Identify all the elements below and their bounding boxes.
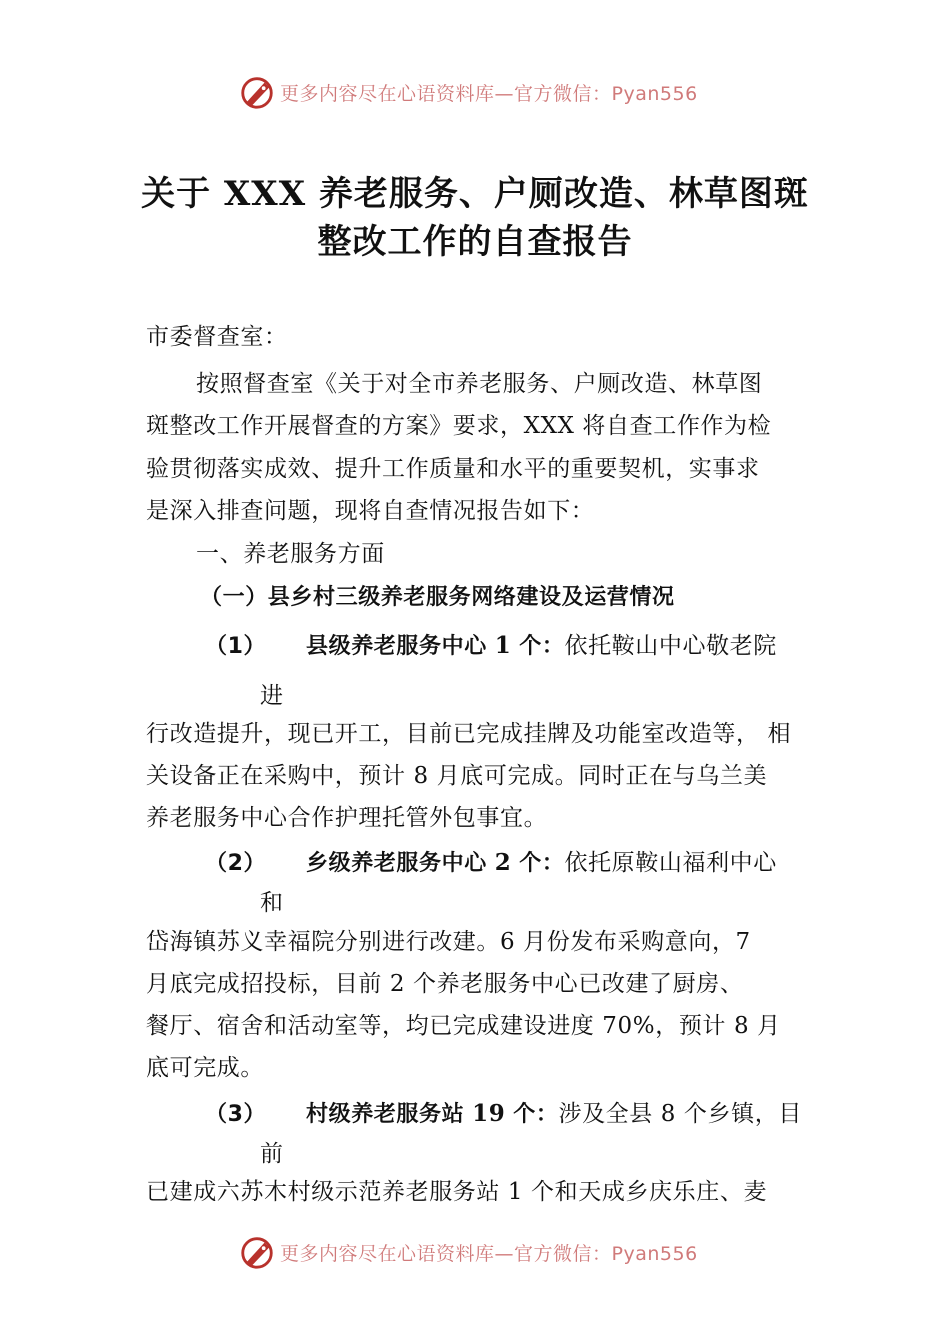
- item-first-line: [306, 627, 777, 660]
- item-body-line: 行改造提升，现已开工，目前已完成挂牌及功能室改造等， 相: [146, 721, 792, 747]
- item-number: （1）: [205, 634, 267, 659]
- item-first-text: 依托鞍山中心敬老院: [564, 633, 777, 659]
- item-wrap-text: 和: [260, 890, 284, 916]
- intro-line: 验贯彻落实成效、提升工作质量和水平的重要契机，实事求: [146, 456, 760, 482]
- item-count: 2: [494, 849, 512, 876]
- item-first-line: [306, 1095, 802, 1128]
- item-unit: 个：: [513, 1102, 559, 1127]
- intro-line: 按照督查室《关于对全市养老服务、户厕改造、林草图: [196, 371, 763, 397]
- item-heading: 乡级养老服务中心: [306, 851, 487, 876]
- item-body-line: 餐厅、宿舍和活动室等，均已完成建设进度 70%，预计 8 月: [146, 1013, 781, 1039]
- section-heading: 一、养老服务方面: [196, 541, 385, 567]
- pen-nib-logo-icon: [238, 1233, 276, 1271]
- item-first-text: 涉及全县 8 个乡镇，目: [558, 1101, 802, 1127]
- item-unit: 个：: [519, 851, 565, 876]
- item-wrap-text: 进: [260, 683, 284, 709]
- item-count: 1: [494, 632, 512, 659]
- intro-line: 斑整改工作开展督查的方案》要求，XXX 将自查工作作为检: [146, 413, 772, 439]
- item-number: （2）: [205, 851, 267, 876]
- item-first-line: [306, 844, 777, 877]
- pen-nib-logo-icon: [238, 73, 276, 111]
- item-wrap-text: 前: [260, 1141, 284, 1167]
- item-first-text: 依托原鞍山福利中心: [564, 850, 777, 876]
- item-body-line: 底可完成。: [146, 1055, 264, 1081]
- salutation: 市委督查室：: [146, 324, 288, 350]
- watermark-text: 更多内容尽在心语资料库—官方微信：Pyan556: [280, 1242, 698, 1265]
- item-count: 19: [472, 1100, 506, 1127]
- watermark-text: 更多内容尽在心语资料库—官方微信：Pyan556: [280, 82, 698, 105]
- item-body-line: 已建成六苏木村级示范养老服务站 1 个和天成乡庆乐庄、麦: [146, 1179, 768, 1205]
- document-title-line-1: 关于 XXX 养老服务、户厕改造、林草图斑: [141, 174, 809, 214]
- footer-watermark: [238, 1232, 698, 1272]
- intro-line: 是深入排查问题，现将自查情况报告如下：: [146, 498, 595, 524]
- document-title-line-2: 整改工作的自查报告: [317, 222, 633, 262]
- item-body-line: 月底完成招投标，目前 2 个养老服务中心已改建了厨房、: [146, 971, 744, 997]
- item-body-line: 岱海镇苏义幸福院分别进行改建。6 月份发布采购意向，7: [146, 929, 751, 955]
- subsection-heading: （一）县乡村三级养老服务网络建设及运营情况: [200, 585, 675, 610]
- item-unit: 个：: [519, 634, 565, 659]
- item-heading: 县级养老服务中心: [306, 634, 487, 659]
- item-body-line: 养老服务中心合作护理托管外包事宜。: [146, 805, 548, 831]
- item-number: （3）: [205, 1102, 267, 1127]
- header-watermark: [238, 72, 698, 112]
- item-heading: 村级养老服务站: [306, 1102, 465, 1127]
- item-body-line: 关设备正在采购中，预计 8 月底可完成。同时正在与乌兰美: [146, 763, 768, 789]
